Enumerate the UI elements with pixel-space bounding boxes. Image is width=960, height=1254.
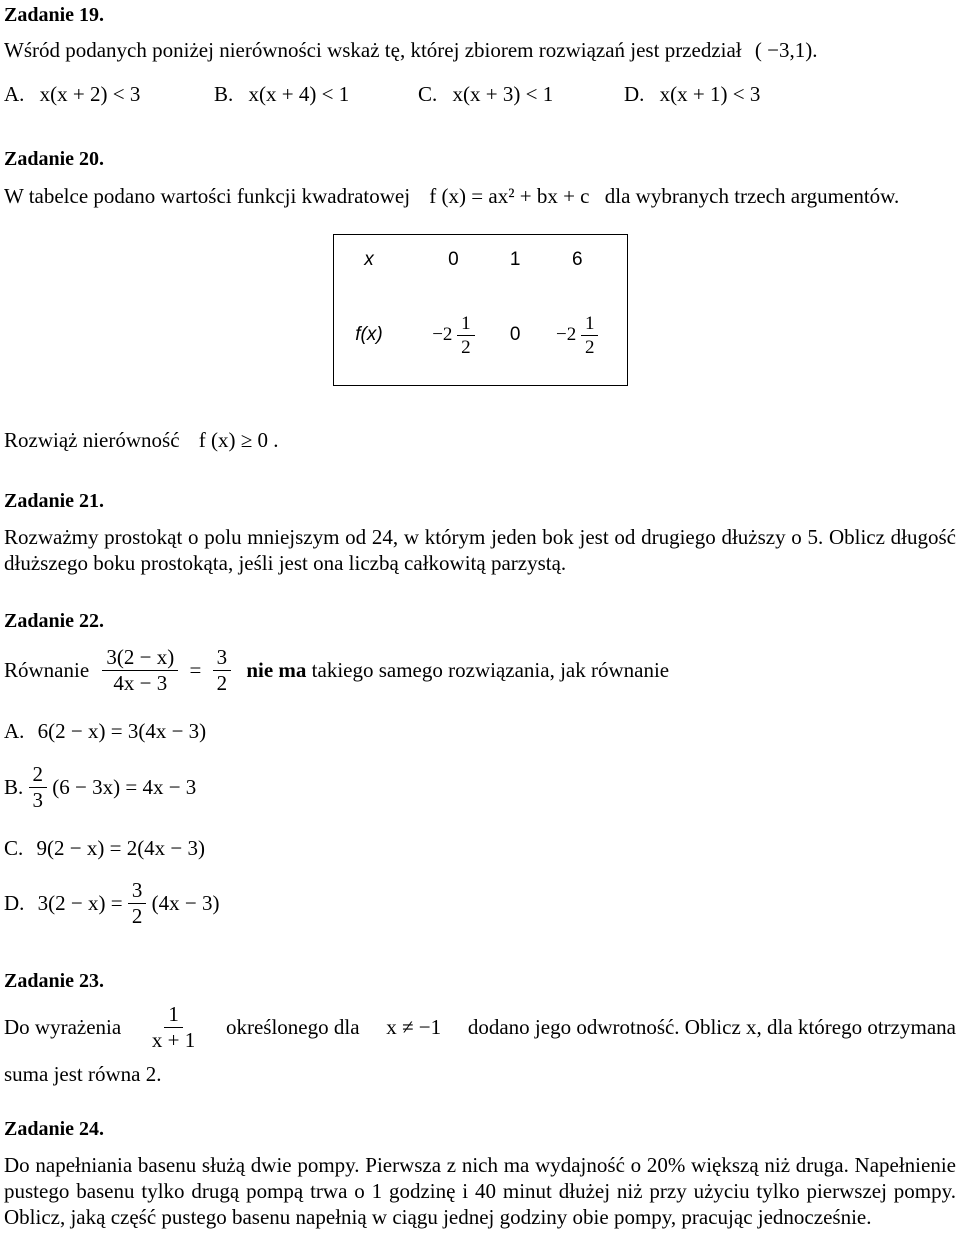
option-label: B. xyxy=(214,82,234,106)
option-expr: x(x + 3) < 1 xyxy=(452,82,554,106)
task-24-text: Do napełniania basenu służą dwie pompy. Pierwsza z nich ma wydajność o 20% większą niż druga. Napełnienie pustego basenu tylko drugą pompą trwa o 1 godzinę i 40 minut dłużej niż przy użyciu tylko pierwszej pompy. Oblicz, jaką część pustego basenu napełnią w ciągu jednej godziny obie pompy, pracując jednocześnie. xyxy=(4,1153,956,1229)
option-label: A. xyxy=(4,719,25,743)
option-expr: x(x + 4) < 1 xyxy=(248,82,350,106)
numerator: 3 xyxy=(128,880,147,904)
task-22-option-d xyxy=(4,880,219,927)
task-20-intro xyxy=(4,184,899,209)
denominator: 2 xyxy=(216,671,228,695)
task-19-option-c xyxy=(418,82,553,107)
task-24-title: Zadanie 24. xyxy=(4,1118,105,1140)
table-cell: 6 xyxy=(571,249,583,271)
task-22-equation xyxy=(4,647,669,694)
table-cell xyxy=(404,286,503,386)
task-22-option-b xyxy=(4,764,196,811)
table-row-x xyxy=(334,235,628,286)
option-expr: 3(2 − x) = xyxy=(37,891,123,915)
task-20-title: Zadanie 20. xyxy=(4,148,105,170)
task-20-intro-a: W tabelce podano wartości funkcji kwadratowej xyxy=(4,184,411,208)
table-cell: 0 xyxy=(509,324,521,346)
task-19-interval: ( −3,1). xyxy=(754,38,818,62)
option-label: C. xyxy=(4,836,24,860)
numerator: 3 xyxy=(213,647,232,671)
equals-sign: = xyxy=(189,658,202,682)
option-expr: x(x + 1) < 3 xyxy=(659,82,761,106)
fraction xyxy=(213,647,232,694)
task-22-lead: Równanie xyxy=(4,658,90,682)
task-22-title: Zadanie 22. xyxy=(4,610,105,632)
table-cell: 1 xyxy=(509,249,521,271)
task-21-title: Zadanie 21. xyxy=(4,490,105,512)
option-label: A. xyxy=(4,82,25,106)
task-19-intro-text: Wśród podanych poniżej nierówności wskaż tę, której zbiorem rozwiązań jest przedział xyxy=(4,38,742,62)
denominator: 2 xyxy=(131,904,143,928)
values-table xyxy=(333,234,628,386)
table-header-fx: f(x) xyxy=(355,324,383,346)
task-23-line2: suma jest równa 2. xyxy=(4,1062,162,1086)
numerator: 1 xyxy=(457,314,475,336)
table-cell xyxy=(527,286,627,386)
denominator: 4x − 3 xyxy=(113,671,168,695)
option-label: D. xyxy=(4,891,25,915)
task-20-intro-b: dla wybranych trzech argumentów. xyxy=(604,184,900,208)
fraction xyxy=(128,880,147,927)
option-expr: 9(2 − x) = 2(4x − 3) xyxy=(36,836,206,860)
task-22-option-c xyxy=(4,836,205,861)
task-19-intro xyxy=(4,38,817,63)
option-label: D. xyxy=(624,82,645,106)
denominator: 2 xyxy=(584,336,595,358)
task-19-option-b xyxy=(214,82,349,107)
task-21-text: Rozważmy prostokąt o polu mniejszym od 24, w którym jeden bok jest od drugiego dłuższy o 5. Oblicz długość dłuższego boku prostokąta, jeśli jest ona liczbą całkowitą parzystą. xyxy=(4,525,956,575)
numerator: 1 xyxy=(164,1004,183,1028)
option-expr: x(x + 2) < 3 xyxy=(39,82,141,106)
task-20-formula: f (x) = ax² + bx + c xyxy=(429,184,590,208)
option-expr: (6 − 3x) = 4x − 3 xyxy=(52,775,197,799)
task-20-question xyxy=(4,428,279,453)
task-23-part3: dodano jego odwrotność. Oblicz x, dla którego otrzymana xyxy=(467,1015,956,1039)
table-header-x: x xyxy=(364,249,374,271)
task-19-title: Zadanie 19. xyxy=(4,4,105,26)
task-23-part2: określonego dla xyxy=(225,1015,360,1039)
option-expr: 6(2 − x) = 3(4x − 3) xyxy=(37,719,207,743)
task-20-task: Rozwiąż nierówność xyxy=(4,428,180,452)
task-19-option-a xyxy=(4,82,140,107)
task-23-part1: Do wyrażenia xyxy=(4,1015,122,1039)
option-label: C. xyxy=(418,82,438,106)
table-row-fx xyxy=(334,286,628,386)
task-23-line1 xyxy=(4,1004,956,1051)
option-expr: (4x − 3) xyxy=(151,891,220,915)
option-label: B. xyxy=(4,775,24,799)
task-23-title: Zadanie 23. xyxy=(4,970,105,992)
task-20-inequality: f (x) ≥ 0 . xyxy=(198,428,279,452)
fraction xyxy=(148,1004,199,1051)
task-22-bold: nie ma xyxy=(246,658,307,682)
table-cell: 0 xyxy=(448,249,459,271)
denominator: 2 xyxy=(461,336,471,358)
numerator: 2 xyxy=(29,764,48,788)
fraction xyxy=(581,314,599,357)
task-19-option-d xyxy=(624,82,760,107)
mixed-whole: −2 xyxy=(432,323,453,345)
numerator: 1 xyxy=(581,314,599,336)
task-22-tail: takiego samego rozwiązania, jak równanie xyxy=(311,658,670,682)
task-22-option-a xyxy=(4,719,206,744)
task-23-condition: x ≠ −1 xyxy=(386,1015,442,1039)
denominator: 3 xyxy=(32,788,44,812)
mixed-whole: −2 xyxy=(555,323,577,345)
denominator: x + 1 xyxy=(151,1028,196,1052)
numerator: 3(2 − x) xyxy=(102,647,178,671)
fraction xyxy=(457,314,475,357)
fraction xyxy=(29,764,48,811)
fraction xyxy=(102,647,178,694)
